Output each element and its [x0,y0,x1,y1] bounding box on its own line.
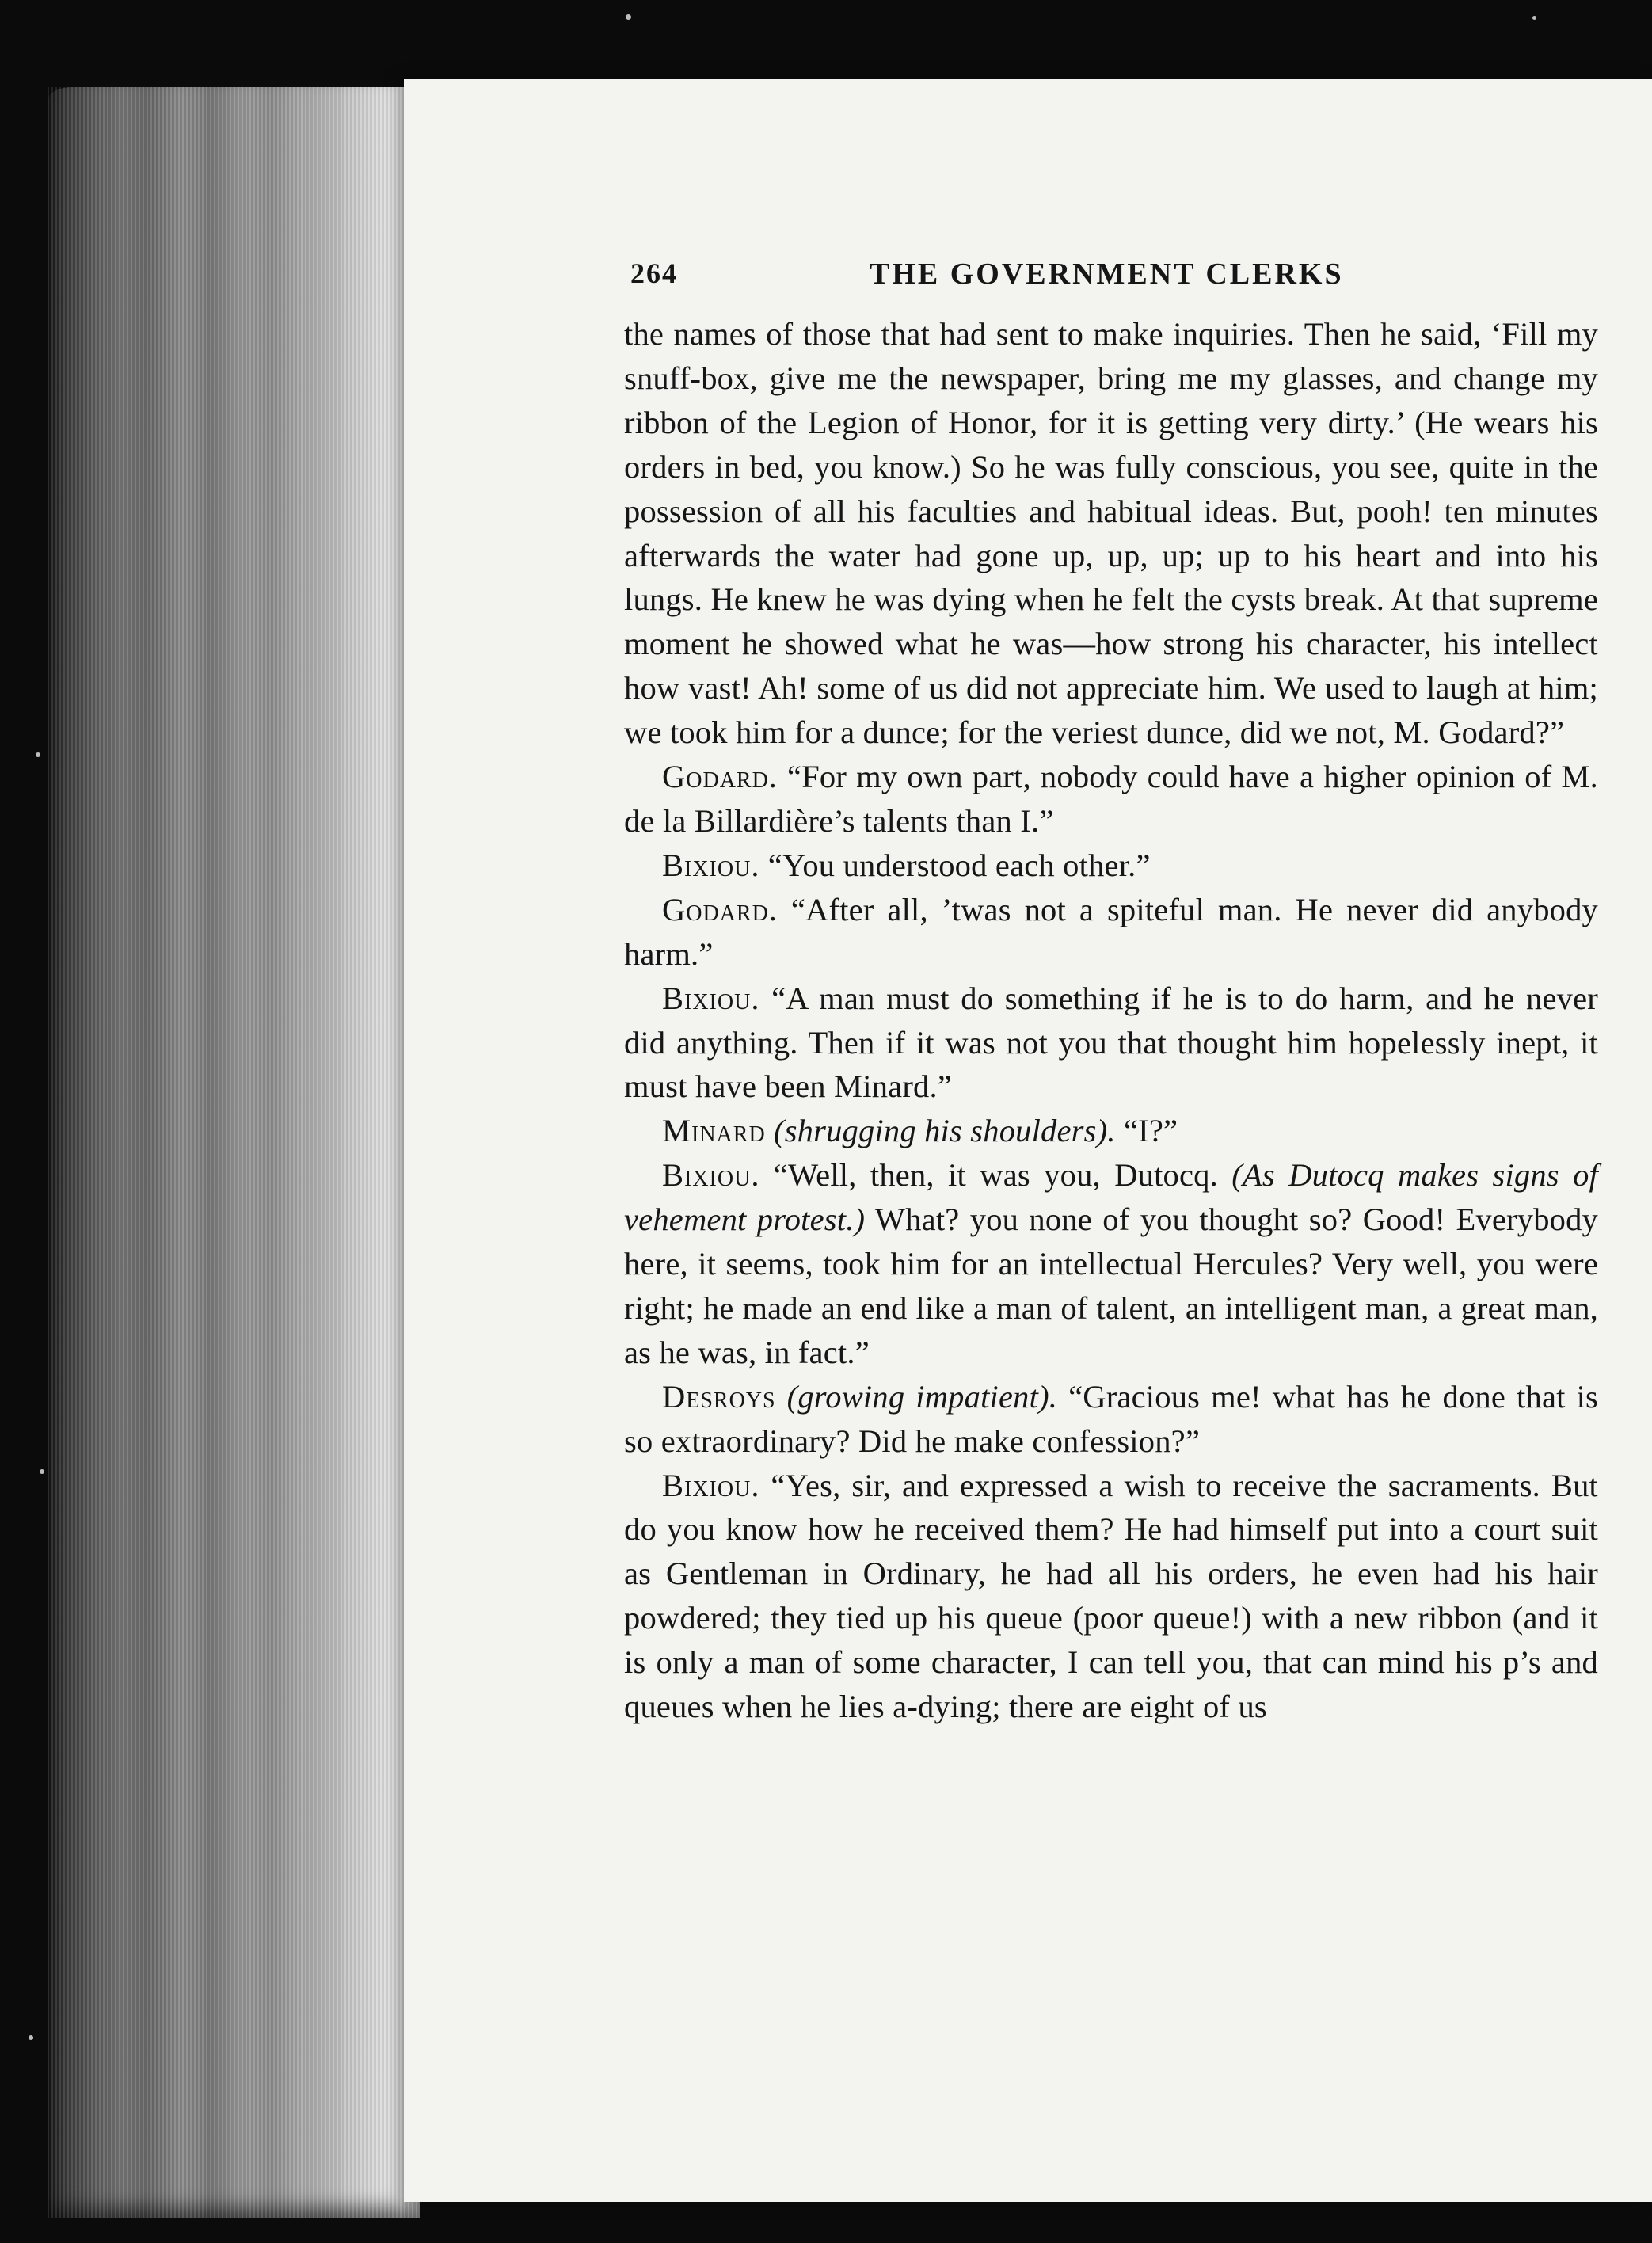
paragraph-text: “For my own part, nobody could have a higher opinion of M. de la Billardière’s talents than I.” [624,759,1598,839]
body-text [624,312,1598,1729]
paragraph [624,1109,1598,1153]
stage-direction: (shrugging his shoulders). [774,1113,1116,1149]
paragraph [624,1464,1598,1729]
paragraph [624,1375,1598,1464]
speaker-name: Godard. [662,891,778,927]
paragraph-text: “After all, ’twas not a spiteful man. He never did anybody harm.” [624,891,1599,972]
running-title: THE GOVERNMENT CLERKS [870,257,1344,291]
paragraph-text: “I?” [1123,1113,1178,1149]
speaker-name: Bixiou. [662,980,760,1016]
page-content [624,252,1598,1729]
paragraph [624,844,1598,888]
paragraph [624,312,1598,755]
paragraph-text: “A man must do something if he is to do harm, and he never did anything. Then if it was not you that thought him hopelessly inept, it must have been Minard.” [624,980,1598,1105]
book-page [404,79,1652,2202]
paragraph [624,977,1598,1110]
dust-speck [40,1469,44,1474]
dust-speck [626,14,631,20]
paragraph [624,1153,1598,1375]
dust-speck [36,752,40,757]
speaker-name: Bixiou. [662,1467,760,1503]
speaker-name: Minard [662,1113,766,1149]
stage-direction: (growing impatient). [786,1378,1058,1415]
dust-speck [1532,16,1536,20]
paragraph [624,755,1598,844]
paragraph-text: “Gracious me! what has he done that is so extraordinary? Did he make confession?” [624,1378,1599,1459]
speaker-name: Bixiou. [662,1157,760,1194]
page-number: 264 [630,257,678,289]
speaker-name: Bixiou. [662,847,760,883]
stage-direction: (As Dutocq makes signs of vehement protest.) [624,1157,1598,1238]
speaker-name: Godard. [662,759,778,795]
speaker-name: Desroys [662,1378,776,1415]
paragraph-text: the names of those that had sent to make inquiries. Then he said, ‘Fill my snuff-box, give me the newspaper, bring me my glasses, and change my ribbon of the Legion of Honor, for it is getting very dirty.’ (He wears his orders in bed, you know.) So he was fully conscious, you see, quite in the possession of all his faculties and habitual ideas. But, pooh! ten minutes afterwards the water had gone up, up, up; up to his heart and into his lungs. He knew he was dying when he felt the cysts break. At that supreme moment he showed what he was—how strong his character, his intellect how vast! Ah! some of us did not appreciate him. We used to laugh at him; we took him for a dunce; for the veriest dunce, did we not, M. Godard?” [624,316,1598,751]
dust-speck [29,2035,33,2040]
running-head [624,252,1598,299]
paragraph-text: “Well, then, it was you, Dutocq. [773,1157,1218,1194]
paragraph-text: “Yes, sir, and expressed a wish to receive the sacraments. But do you know how he received them? He had himself put into a court suit as Gentleman in Ordinary, he had all his orders, he even had his hair powdered; they tied up his queue (poor queue!) with a new ribbon (and it is only a man of some character, I can tell you, that can mind his p’s and queues when he lies a-dying; there are eight of us [624,1467,1599,1725]
book-page-edges [48,87,420,2218]
paragraph-text: What? you none of you thought so? Good! Everybody here, it seems, took him for an intellectual Hercules? Very well, you were right; he made an end like a man of talent, an intelligent man, a great man, as he was, in fact.” [624,1201,1598,1370]
paragraph [624,888,1598,977]
paragraph-text: “You understood each other.” [767,847,1151,883]
